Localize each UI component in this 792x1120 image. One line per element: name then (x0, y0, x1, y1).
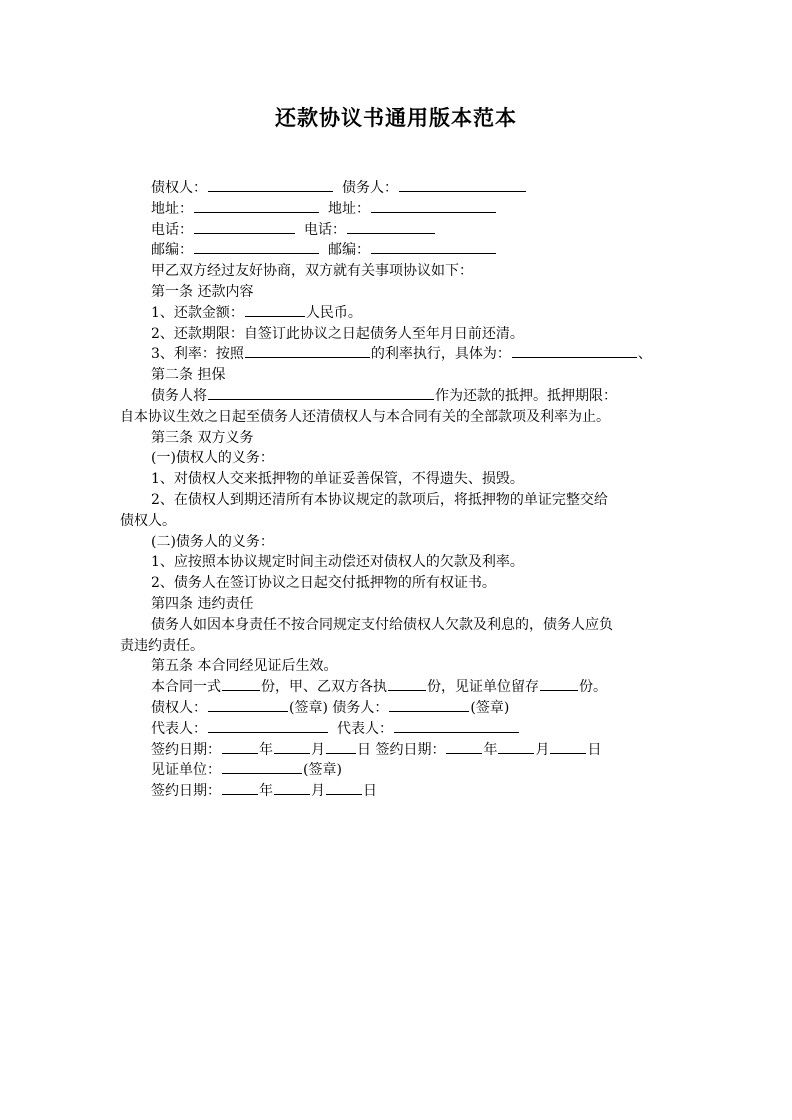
rep-row (120, 719, 680, 740)
article2-p1 (120, 386, 680, 407)
creditor-duty-2: 2、在债权人到期还清所有本协议规定的款项后，将抵押物的单证完整交给 (151, 491, 608, 508)
article2-heading: 第二条 担保 (151, 367, 226, 384)
sign-row-1 (120, 698, 680, 719)
witness-row (120, 760, 680, 781)
debtor-label: 债务人： (342, 180, 398, 196)
phone-label-2: 电话： (304, 221, 346, 238)
seal-label-2: (签章) (470, 699, 510, 716)
debtor-blank[interactable] (399, 178, 526, 192)
day-blank-3[interactable] (326, 781, 362, 795)
address-label-2: 地址： (328, 200, 370, 217)
witness-blank[interactable] (222, 760, 302, 774)
sign-debtor-label: 债务人： (332, 699, 389, 716)
creditor-duties-heading: (一)债权人的义务： (151, 450, 274, 467)
rate-comma: 、 (637, 346, 652, 363)
debtor-duties-heading: (二)债务人的义务： (151, 533, 274, 550)
day-blank-2[interactable] (550, 740, 586, 754)
postcode-label-2: 邮编： (328, 242, 370, 259)
copies-total-blank[interactable] (222, 677, 260, 691)
creditor-duty-1: 1、对债权人交来抵押物的单证妥善保管，不得遗失、损毁。 (151, 471, 524, 488)
sign-date-row (120, 740, 680, 761)
address-row (120, 199, 680, 220)
seal-label-3: (签章) (303, 762, 342, 779)
article1-item3 (120, 344, 680, 365)
postcode-row (120, 240, 680, 261)
creditor-blank[interactable] (208, 178, 333, 192)
year-label-1: 年 (259, 741, 273, 758)
rate-label: 3、利率：按照 (151, 346, 244, 363)
article5-heading: 第五条 本合同经见证后生效。 (151, 658, 338, 675)
rate-blank[interactable] (245, 344, 370, 358)
month-blank-2[interactable] (498, 740, 534, 754)
year-blank-3[interactable] (222, 781, 258, 795)
copies-label: 本合同一式 (151, 679, 221, 696)
sign-date-label-1: 签约日期： (151, 741, 221, 758)
witness-date-row (120, 781, 680, 802)
article4-p: 债务人如因本身责任不按合同规定支付给债权人欠款及利息的，债务人应负 (151, 616, 613, 633)
article4-p-cont: 责违约责任。 (120, 637, 204, 654)
rate-detail-label: 的利率执行，具体为： (370, 346, 511, 363)
sign-creditor-blank[interactable] (208, 698, 288, 712)
phone-blank-2[interactable] (347, 220, 435, 234)
address-blank-1[interactable] (194, 199, 319, 213)
document-body (120, 178, 680, 802)
month-label-2: 月 (535, 741, 550, 758)
year-blank-1[interactable] (222, 740, 258, 754)
copies-witness-label: 份，见证单位留存 (427, 679, 539, 696)
rep-blank-1[interactable] (208, 719, 328, 733)
sign-debtor-blank[interactable] (389, 698, 469, 712)
copies-witness-blank[interactable] (540, 677, 578, 691)
phone-blank-1[interactable] (194, 220, 295, 234)
witness-label: 见证单位： (151, 762, 221, 779)
rate-detail-blank[interactable] (512, 344, 637, 358)
copies-row (120, 677, 680, 698)
year-label-3: 年 (259, 783, 273, 800)
sign-date-label-2: 签约日期： (375, 741, 446, 758)
article1-item2: 2、还款期限：自签订此协议之日起债务人至年月日前还清。 (151, 325, 524, 342)
copies-each-label: 份，甲、乙双方各执 (261, 679, 387, 696)
day-label-1: 日 (357, 741, 371, 758)
address-label-1: 地址： (151, 200, 193, 217)
document-title: 还款协议书通用版本范本 (275, 106, 517, 130)
month-blank-3[interactable] (274, 781, 310, 795)
phone-label-1: 电话： (151, 221, 193, 238)
debtor-duty-1: 1、应按照本协议规定时间主动偿还对债权人的欠款及利率。 (151, 554, 524, 571)
day-label-3: 日 (363, 783, 377, 800)
copies-each-blank[interactable] (388, 677, 426, 691)
rep-blank-2[interactable] (394, 719, 519, 733)
phone-row (120, 220, 680, 241)
amount-unit: 人民币。 (305, 304, 362, 321)
seal-label-1: (签章) (289, 699, 328, 716)
article4-heading: 第四条 违约责任 (151, 595, 254, 612)
address-blank-2[interactable] (371, 199, 496, 213)
amount-blank[interactable] (245, 303, 305, 317)
postcode-label-1: 邮编： (151, 242, 193, 259)
month-blank-1[interactable] (274, 740, 310, 754)
intro-text: 甲乙双方经过友好协商，双方就有关事项协议如下： (151, 263, 473, 280)
rep-label-1: 代表人： (151, 720, 207, 737)
month-label-3: 月 (311, 783, 325, 800)
collateral-text: 作为还款的抵押。抵押期限： (435, 387, 617, 404)
day-blank-1[interactable] (326, 740, 356, 754)
sign-creditor-label: 债权人： (151, 699, 207, 716)
collateral-blank[interactable] (208, 386, 434, 400)
creditor-debtor-row (120, 178, 680, 199)
article3-heading: 第三条 双方义务 (151, 429, 254, 446)
rep-label-2: 代表人： (337, 720, 393, 737)
article2-p2: 自本协议生效之日起至债务人还清债权人与本合同有关的全部款项及利率为止。 (120, 408, 610, 425)
postcode-blank-2[interactable] (371, 240, 496, 254)
collateral-label: 债务人将 (151, 387, 207, 404)
postcode-blank-1[interactable] (194, 240, 319, 254)
article1-item1 (120, 303, 680, 324)
debtor-duty-2: 2、债务人在签订协议之日起交付抵押物的所有权证书。 (151, 575, 496, 592)
month-label-1: 月 (311, 741, 325, 758)
sign-date-label-3: 签约日期： (151, 783, 221, 800)
creditor-label: 债权人： (151, 180, 207, 196)
copies-end: 份。 (579, 679, 607, 696)
year-label-2: 年 (483, 741, 498, 758)
year-blank-2[interactable] (446, 740, 482, 754)
creditor-duty-2-cont: 债权人。 (120, 512, 176, 529)
amount-label: 1、还款金额： (151, 304, 244, 321)
day-label-2: 日 (587, 741, 602, 758)
article1-heading: 第一条 还款内容 (151, 283, 254, 300)
